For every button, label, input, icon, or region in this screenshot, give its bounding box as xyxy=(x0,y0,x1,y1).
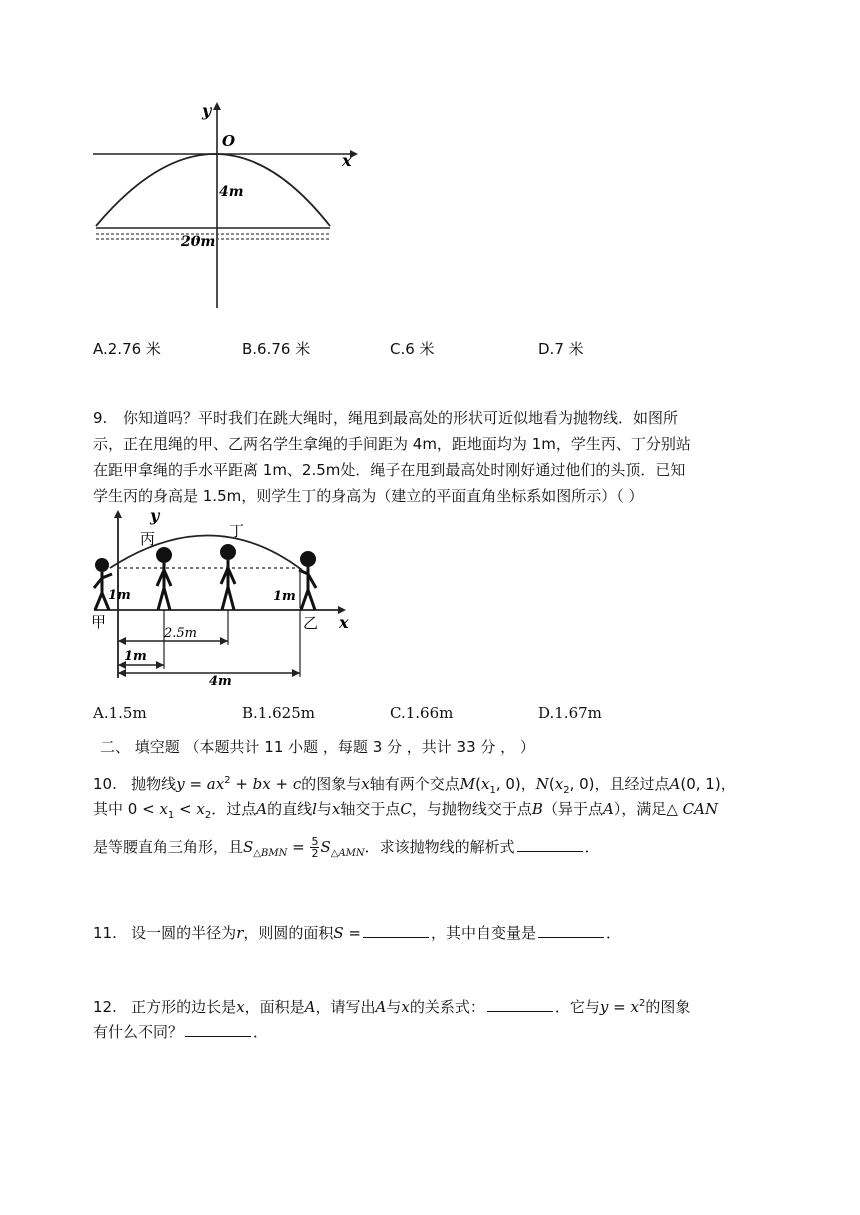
q11-number: 11. xyxy=(93,924,117,942)
q10-line-1: 10. 抛物线$y = ax^2$ + bx + c的图象与x轴有两个交点$M(x_1$, 0)，$N(x_2$, 0)，且经过点A(0, 1)， xyxy=(93,775,736,796)
q9-number: 9. xyxy=(93,409,108,427)
fig2-dist-25: 2.5m xyxy=(164,626,198,641)
figure-jump-rope xyxy=(88,508,363,688)
dim-2-5-arrow-right xyxy=(220,637,228,645)
q10-text: 是等腰直角三角形，且 xyxy=(93,838,244,856)
fig1-x-label: x xyxy=(342,151,352,170)
q12-text: ．它与 xyxy=(554,998,600,1016)
q10-line-3: 是等腰直角三角形，且$S_{\triangle BMN}$ = $\frac{5}{2}$ $S_{\triangle AMN}$．求该抛物线的解析式 ． xyxy=(93,835,600,860)
dim-4-arrow-left xyxy=(118,669,126,677)
q12-text: ． xyxy=(253,1023,269,1041)
q10-text: ． xyxy=(584,838,600,856)
q9-line-2: 示，正在甩绳的甲、乙两名学生拿绳的手间距为 4m，距地面均为 1m，学生丙、丁分别站 xyxy=(93,435,691,453)
q9-option-a: A.1.5m xyxy=(93,704,147,722)
rope-parabola xyxy=(110,535,302,570)
q11-text: ． xyxy=(606,924,622,942)
q9-option-b: B.1.625m xyxy=(242,704,315,722)
q12-text: ，面积是 xyxy=(244,998,305,1016)
q10-text: 轴有两个交点 xyxy=(369,775,460,793)
q10-answer-blank[interactable] xyxy=(517,835,583,852)
q10-text: 的图象与 xyxy=(301,775,362,793)
fig2-label-jia: 甲 xyxy=(91,613,107,631)
q12-text: 的关系式： xyxy=(409,998,485,1016)
q10-text: 其中 xyxy=(93,800,124,818)
q12-text: 的图象 xyxy=(645,998,691,1016)
q12-text: 正方形的边长是 xyxy=(131,998,237,1016)
q10-formula: y xyxy=(176,775,185,793)
q12-line-1: 12. 正方形的边长是x，面积是A，请写出A与x的关系式： ．它与$y = x^2$的图象 xyxy=(93,991,690,1020)
fig2-dist-1: 1m xyxy=(124,649,147,664)
q8-option-c: C.6 米 xyxy=(390,340,435,358)
q9-option-d: D.1.67m xyxy=(538,704,602,722)
fig2-right-height: 1m xyxy=(273,589,296,604)
q10-text: （异于点 xyxy=(542,800,603,818)
q11-area-blank[interactable] xyxy=(363,921,429,938)
fig1-origin-label: O xyxy=(222,132,236,150)
dim-1-arrow-right xyxy=(156,661,164,669)
q10-text: ，且经过点 xyxy=(594,775,670,793)
parabola-curve xyxy=(96,154,330,226)
q10-text: ，与抛物线交于点 xyxy=(411,800,532,818)
student-ding-figure xyxy=(220,544,236,610)
fig2-label-bing: 丙 xyxy=(140,530,156,548)
fig2-y-label: y xyxy=(150,508,160,525)
dim-4-arrow-right xyxy=(292,669,300,677)
section-2-title: 二、 填空题 （本题共计 11 小题 ，每题 3 分 ，共计 33 分 ， ） xyxy=(100,738,535,756)
q9-line-3: 在距甲拿绳的手水平距离 1m、2.5m处．绳子在甩到最高处时刚好通过他们的头顶．已知 xyxy=(93,461,686,479)
q9-line-4: 学生丙的身高是 1.5m，则学生丁的身高为（建立的平面直角坐标系如图所示）（ ） xyxy=(93,487,644,505)
q10-text: 抛物线 xyxy=(131,775,177,793)
q12-text: 有什么不同？ xyxy=(93,1023,184,1041)
q12-relation-blank[interactable] xyxy=(487,995,553,1012)
dim-2-5-arrow-left xyxy=(118,637,126,645)
fig1-width-label: 20m xyxy=(181,234,216,250)
fig2-dist-4: 4m xyxy=(209,674,232,688)
q11-line: 11. 设一圆的半径为r，则圆的面积S = ，其中自变量是 ． xyxy=(93,920,621,946)
q9-option-c: C.1.66m xyxy=(390,704,454,722)
q11-variable-blank[interactable] xyxy=(538,921,604,938)
fig1-height-label: 4m xyxy=(219,184,244,200)
q8-option-b: B.6.76 米 xyxy=(242,340,311,358)
q8-option-d: D.7 米 xyxy=(538,340,584,358)
student-bing-figure xyxy=(156,547,172,610)
q10-text: 与 xyxy=(316,800,332,818)
q10-text: 轴交于点 xyxy=(340,800,401,818)
q10-line-2: 其中 $0 < x_1 < x_2$．过点A的直线l与x轴交于点C，与抛物线交于点B（异于点A），满足△ CAN xyxy=(93,800,719,821)
q12-difference-blank[interactable] xyxy=(185,1020,251,1037)
q10-number: 10. xyxy=(93,775,117,793)
q9-line-1: 你知道吗？平时我们在跳大绳时，绳甩到最高处的形状可近似地看为抛物线．如图所 xyxy=(123,409,679,427)
q11-text: 设一圆的半径为 xyxy=(131,924,237,942)
fig2-y-axis-arrow xyxy=(114,510,122,518)
q11-text: ，其中自变量是 xyxy=(431,924,537,942)
fig2-label-ding: 丁 xyxy=(229,522,245,540)
fig2-x-label: x xyxy=(339,613,349,632)
q12-number: 12. xyxy=(93,998,117,1016)
fig1-y-label: y xyxy=(202,101,212,120)
q12-text: ，请写出 xyxy=(315,998,376,1016)
student-yi-figure xyxy=(299,551,316,610)
figure-parabola-bridge xyxy=(88,98,363,313)
q11-text: ，则圆的面积 xyxy=(243,924,334,942)
fig2-label-yi: 乙 xyxy=(303,614,319,632)
q12-text: 与 xyxy=(386,998,402,1016)
q10-text: 的直线 xyxy=(267,800,313,818)
fig2-left-height: 1m xyxy=(108,588,131,603)
y-axis-arrow xyxy=(213,102,221,110)
q10-text: ．过点 xyxy=(211,800,257,818)
q8-option-a: A.2.76 米 xyxy=(93,340,161,358)
q10-text: ），满足 xyxy=(613,800,667,818)
q10-text: ．求该抛物线的解析式 xyxy=(364,838,515,856)
q12-line-2 xyxy=(93,1019,268,1045)
